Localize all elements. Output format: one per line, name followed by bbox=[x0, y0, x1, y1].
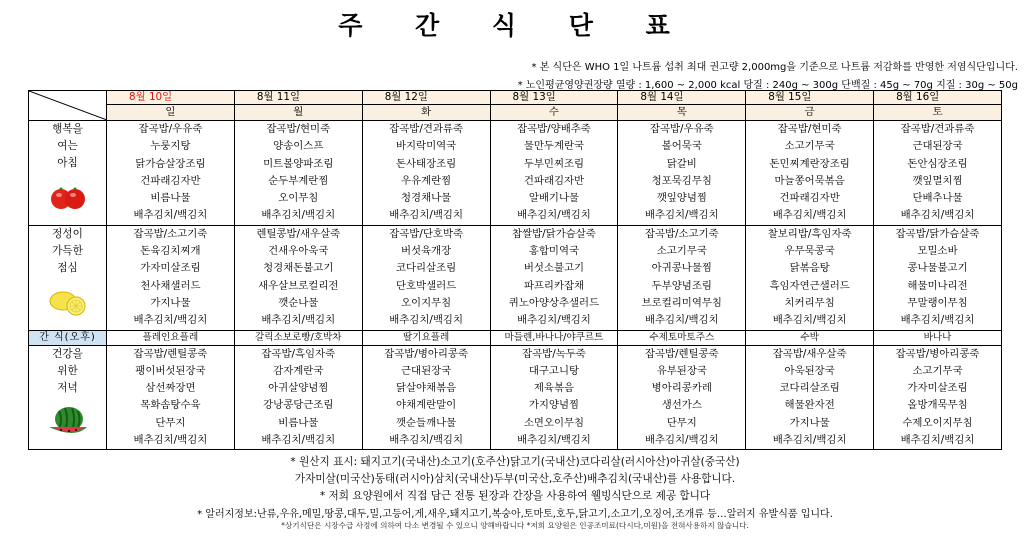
menu-cell bbox=[618, 225, 746, 330]
menu-item: 깻순들깨나물 bbox=[395, 416, 457, 429]
snack-row bbox=[29, 330, 1002, 345]
menu-item: 삼선짜장면 bbox=[145, 382, 196, 395]
menu-item: 천사채샐러드 bbox=[140, 279, 201, 292]
menu-item: 강낭콩당근조림 bbox=[263, 399, 334, 412]
menu-item: 잡곡밥/소고기죽 bbox=[133, 227, 208, 240]
date-cell: 8월 13일 bbox=[490, 91, 618, 105]
menu-cell bbox=[490, 225, 618, 330]
date-cell: 8월 11일 bbox=[234, 91, 362, 105]
menu-item: 퀴노아양상추샐러드 bbox=[508, 296, 600, 309]
origin-note: * 원산지 표시: 돼지고기(국내산)소고기(호주산)닭고기(국내산)코다리살(러시아산)아귀살(중국산) bbox=[290, 456, 740, 468]
menu-cell bbox=[874, 225, 1002, 330]
menu-item: 닭살야채볶음 bbox=[395, 382, 457, 395]
menu-item: 청포묵김무침 bbox=[651, 174, 712, 187]
meal-label-line: 여는 bbox=[57, 140, 78, 152]
page-title: 주 간 식 단 표 bbox=[338, 11, 692, 40]
menu-item: 단호박샐러드 bbox=[395, 279, 457, 292]
menu-item: 배추김치/백김치 bbox=[517, 209, 591, 222]
menu-item: 소고기무국 bbox=[784, 140, 835, 153]
menu-item: 배추김치/백김치 bbox=[900, 314, 975, 327]
menu-item: 배추김치/백김치 bbox=[644, 434, 719, 447]
menu-cell bbox=[107, 225, 235, 330]
menu-item: 목화솜탕수육 bbox=[140, 399, 201, 412]
menu-item: 배추김치/백김치 bbox=[133, 434, 208, 447]
date-cell: 8월 16일 bbox=[874, 91, 1002, 105]
menu-item: 배추김치/백김치 bbox=[389, 434, 463, 447]
menu-cell bbox=[618, 345, 746, 450]
menu-item: 파프리카잡채 bbox=[523, 279, 585, 292]
menu-cell bbox=[234, 345, 362, 450]
menu-item: 배추김치/백김치 bbox=[389, 314, 463, 327]
menu-item: 코다리살조림 bbox=[395, 262, 457, 275]
menu-item: 배추김치/백김치 bbox=[389, 209, 463, 222]
menu-item: 물만두계란국 bbox=[523, 140, 585, 153]
meal-label-line: 저녁 bbox=[57, 381, 78, 394]
menu-cell bbox=[618, 121, 746, 226]
menu-item: 알배기나물 bbox=[528, 192, 580, 205]
menu-item: 돈사태장조림 bbox=[395, 157, 457, 170]
menu-cell bbox=[746, 121, 874, 226]
date-cell: 8월 14일 bbox=[618, 91, 746, 105]
menu-item: 청경채나물 bbox=[401, 192, 452, 205]
origin-note-continued: 가자미살(미국산)동태(러시아)삼치(국내산)두부(미국산,호주산)배추김치(국내산)를 사용합니다. bbox=[294, 473, 736, 485]
weekly-menu-table bbox=[28, 90, 1002, 450]
menu-item: 돈안심장조림 bbox=[907, 157, 968, 170]
menu-item: 배추김치/백김치 bbox=[772, 434, 847, 447]
menu-item: 닭가슴살장조림 bbox=[135, 157, 206, 170]
meal-label-line: 아침 bbox=[57, 157, 78, 169]
menu-item: 버섯소불고기 bbox=[523, 262, 585, 275]
menu-item: 바지락미역국 bbox=[395, 140, 457, 153]
menu-cell bbox=[362, 225, 490, 330]
menu-item: 병아리콩카레 bbox=[651, 382, 712, 395]
menu-item: 순두부계란찜 bbox=[268, 174, 329, 187]
menu-item: 오이무침 bbox=[278, 192, 319, 205]
menu-item: 잡곡밥/병아리콩죽 bbox=[895, 347, 980, 360]
menu-cell bbox=[746, 225, 874, 330]
menu-item: 흑임자연근샐러드 bbox=[769, 279, 850, 292]
weekday-cell: 화 bbox=[362, 105, 490, 121]
menu-item: 배추김치/백김치 bbox=[261, 434, 336, 447]
date-cell: 8월 15일 bbox=[746, 91, 874, 105]
menu-item: 우무묵콩국 bbox=[784, 245, 835, 258]
menu-item: 두부민찌조림 bbox=[523, 157, 585, 170]
snack-cell: 수제토마토주스 bbox=[618, 330, 746, 345]
menu-item: 잡곡밥/녹두죽 bbox=[522, 347, 586, 360]
menu-item: 단무지 bbox=[666, 416, 697, 429]
meal-label bbox=[29, 225, 107, 330]
menu-cell bbox=[107, 345, 235, 450]
menu-item: 배추김치/백김치 bbox=[900, 209, 975, 222]
menu-item: 소고기무국 bbox=[656, 245, 707, 258]
menu-cell bbox=[234, 225, 362, 330]
menu-item: 잡곡밥/흑임자죽 bbox=[261, 347, 336, 360]
menu-item: 가자미살조림 bbox=[140, 262, 201, 275]
meal-label bbox=[29, 345, 107, 450]
menu-item: 소고기무국 bbox=[912, 364, 963, 377]
menu-item: 배추김치/백김치 bbox=[133, 209, 208, 222]
menu-item: 미트볼양파조림 bbox=[263, 157, 334, 170]
snack-cell: 딸기요플레 bbox=[362, 330, 490, 345]
menu-item: 무말랭이무침 bbox=[907, 296, 968, 309]
lemon-icon bbox=[29, 277, 106, 327]
menu-item: 잡곡밥/닭가슴살죽 bbox=[895, 227, 980, 240]
date-cell: 8월 12일 bbox=[362, 91, 490, 105]
allergy-note: * 알러지정보:난류,우유,메밀,땅콩,대두,밀,고등어,게,새우,돼지고기,복숭아,토마토,호두,닭고기,소고기,오징어,조개류 등…알러지 유발식품 입니다. bbox=[197, 509, 833, 520]
meal-row bbox=[29, 345, 1002, 450]
menu-item: 깻순나물 bbox=[278, 296, 319, 309]
menu-item: 근대된장국 bbox=[912, 140, 963, 153]
watermelon-icon bbox=[29, 397, 106, 447]
menu-item: 건파래김자반 bbox=[779, 192, 840, 205]
menu-item: 가지나물 bbox=[150, 296, 191, 309]
menu-item: 우유계란찜 bbox=[401, 174, 452, 187]
weekday-cell: 월 bbox=[234, 105, 362, 121]
menu-item: 건파래김자반 bbox=[523, 174, 585, 187]
menu-item: 배추김치/백김치 bbox=[261, 209, 336, 222]
date-row bbox=[29, 91, 1002, 105]
menu-item: 잡곡밥/양배추죽 bbox=[517, 123, 591, 135]
menu-item: 아귀살양념찜 bbox=[268, 382, 329, 395]
menu-item: 비름나물 bbox=[150, 192, 191, 205]
menu-item: 깻잎멸치찜 bbox=[912, 174, 963, 187]
menu-item: 배추김치/백김치 bbox=[772, 314, 847, 327]
menu-item: 잡곡밥/견과류죽 bbox=[900, 123, 975, 135]
menu-item: 단배추나물 bbox=[912, 192, 963, 205]
menu-item: 잡곡밥/현미죽 bbox=[777, 123, 842, 135]
menu-item: 모밀소바 bbox=[917, 245, 958, 258]
menu-item: 배추김치/백김치 bbox=[644, 209, 719, 222]
sodium-note: * 본 식단은 WHO 1일 나트륨 섭취 최대 권고량 2,000mg을 기준으로 나트륨 저감화를 반영한 저염식단입니다. bbox=[531, 62, 1018, 73]
menu-cell bbox=[874, 345, 1002, 450]
menu-cell bbox=[490, 345, 618, 450]
meal-label-line: 가득한 bbox=[52, 244, 83, 257]
date-cell: 8월 10일 bbox=[107, 91, 235, 105]
weekday-cell: 금 bbox=[746, 105, 874, 121]
menu-item: 양송이스프 bbox=[273, 140, 324, 153]
menu-item: 마늘쫑어묵볶음 bbox=[774, 174, 845, 187]
menu-item: 잡곡밥/단호박죽 bbox=[389, 227, 463, 240]
menu-item: 건새우아욱국 bbox=[268, 245, 329, 258]
menu-cell bbox=[234, 121, 362, 226]
sauce-note: * 저희 요양원에서 직접 담근 전통 된장과 간장을 사용하여 웰빙식단으로 제공 합니다 bbox=[319, 490, 711, 502]
menu-item: 단무지 bbox=[155, 416, 186, 429]
menu-item: 찹쌀밥/닭가슴살죽 bbox=[512, 227, 596, 240]
menu-item: 감자계란국 bbox=[273, 364, 324, 377]
menu-item: 청경채돈불고기 bbox=[263, 262, 334, 275]
menu-item: 찰보리밥/흑임자죽 bbox=[767, 227, 852, 240]
weekday-cell: 목 bbox=[618, 105, 746, 121]
menu-cell bbox=[874, 121, 1002, 226]
snack-cell: 갈릭소보로빵/호박차 bbox=[234, 330, 362, 345]
weekday-cell: 일 bbox=[107, 105, 235, 121]
meal-label-line: 정성이 bbox=[52, 227, 83, 240]
menu-item: 오이지무침 bbox=[401, 296, 452, 309]
menu-item: 대구고니탕 bbox=[528, 364, 580, 377]
menu-item: 근대된장국 bbox=[401, 364, 452, 377]
tomato-icon bbox=[29, 172, 106, 222]
menu-item: 콩나물불고기 bbox=[907, 262, 968, 275]
menu-item: 배추김치/백김치 bbox=[133, 314, 208, 327]
menu-item: 비름나물 bbox=[278, 416, 319, 429]
menu-cell bbox=[362, 345, 490, 450]
header-corner bbox=[29, 91, 107, 121]
menu-item: 배추김치/백김치 bbox=[644, 314, 719, 327]
weekday-cell: 수 bbox=[490, 105, 618, 121]
meal-row bbox=[29, 225, 1002, 330]
menu-item: 잡곡밥/현미죽 bbox=[266, 123, 331, 135]
weekday-row bbox=[29, 105, 1002, 121]
menu-item: 잡곡밥/견과류죽 bbox=[389, 123, 463, 135]
menu-item: 잡곡밥/소고기죽 bbox=[644, 227, 719, 240]
weekday-cell: 토 bbox=[874, 105, 1002, 121]
meal-label-line: 행복을 bbox=[52, 123, 83, 135]
menu-item: 닭갈비 bbox=[666, 157, 697, 170]
menu-item: 배추김치/백김치 bbox=[517, 314, 591, 327]
menu-cell bbox=[107, 121, 235, 226]
menu-item: 볼어묵국 bbox=[661, 140, 702, 153]
menu-item: 깻잎양념찜 bbox=[656, 192, 707, 205]
snack-cell: 플레인요플레 bbox=[107, 330, 235, 345]
menu-cell bbox=[362, 121, 490, 226]
menu-item: 아귀콩나물찜 bbox=[651, 262, 712, 275]
menu-item: 배추김치/백김치 bbox=[261, 314, 336, 327]
snack-cell: 바나나 bbox=[874, 330, 1002, 345]
menu-item: 닭볶음탕 bbox=[789, 262, 830, 275]
menu-item: 가지양념찜 bbox=[528, 399, 580, 412]
menu-item: 잡곡밥/우유죽 bbox=[649, 123, 714, 135]
menu-item: 생선가스 bbox=[661, 399, 702, 412]
menu-item: 가자미살조림 bbox=[907, 382, 968, 395]
menu-item: 해물완자전 bbox=[784, 399, 835, 412]
menu-item: 돈민찌계란장조림 bbox=[769, 157, 850, 170]
menu-item: 팽이버섯된장국 bbox=[135, 364, 206, 377]
snack-label: 간 식(오후) bbox=[29, 330, 107, 345]
meal-label bbox=[29, 121, 107, 226]
meal-label-line: 점심 bbox=[57, 261, 78, 274]
menu-item: 홍합미역국 bbox=[528, 245, 580, 258]
menu-item: 치커리무침 bbox=[784, 296, 835, 309]
menu-cell bbox=[490, 121, 618, 226]
menu-item: 야채계란말이 bbox=[395, 399, 457, 412]
menu-item: 잡곡밥/병아리콩죽 bbox=[384, 347, 469, 360]
menu-item: 새우살브로컬리전 bbox=[258, 279, 339, 292]
menu-item: 잡곡밥/렌틸콩죽 bbox=[644, 347, 719, 360]
menu-item: 소면오이무침 bbox=[523, 416, 585, 429]
menu-item: 두부양념조림 bbox=[651, 279, 712, 292]
disclaimer-note: *상기식단은 시장수급 사정에 의하여 다소 변경될 수 있으니 양해바랍니다 *저희 요양원은 인공조미료(다시다,미원)을 전혀사용하지 않습니다. bbox=[281, 521, 749, 530]
snack-cell: 수박 bbox=[746, 330, 874, 345]
menu-item: 건파래김자반 bbox=[140, 174, 201, 187]
menu-item: 돈육김치찌개 bbox=[140, 245, 201, 258]
menu-item: 렌틸콩밥/새우살죽 bbox=[256, 227, 341, 240]
menu-item: 누룽지탕 bbox=[150, 140, 191, 153]
menu-cell bbox=[746, 345, 874, 450]
menu-item: 버섯육개장 bbox=[401, 245, 452, 258]
menu-item: 잡곡밥/렌틸콩죽 bbox=[133, 347, 208, 360]
menu-item: 배추김치/백김치 bbox=[517, 434, 591, 447]
menu-item: 올방개묵무침 bbox=[907, 399, 968, 412]
menu-item: 잡곡밥/우유죽 bbox=[138, 123, 203, 135]
snack-cell: 마들렌,바나나/야쿠르트 bbox=[490, 330, 618, 345]
menu-item: 가지나물 bbox=[789, 416, 830, 429]
menu-item: 해물미나리전 bbox=[907, 279, 968, 292]
menu-item: 유부된장국 bbox=[656, 364, 707, 377]
nutrition-note: * 노인평균영양권장량 열량 : 1,600 ~ 2,000 kcal 당질 : 240g ~ 300g 단백질 : 45g ~ 70g 지질 : 30g ~ 50g bbox=[517, 80, 1018, 91]
menu-item: 제육볶음 bbox=[533, 382, 575, 395]
menu-item: 배추김치/백김치 bbox=[772, 209, 847, 222]
meal-label-line: 건강을 bbox=[52, 347, 83, 360]
meal-row bbox=[29, 121, 1002, 226]
menu-item: 수제오이지무침 bbox=[902, 416, 973, 429]
menu-item: 코다리살조림 bbox=[779, 382, 840, 395]
menu-item: 아욱된장국 bbox=[784, 364, 835, 377]
menu-item: 배추김치/백김치 bbox=[900, 434, 975, 447]
menu-item: 브로컬리미역무침 bbox=[641, 296, 722, 309]
meal-label-line: 위한 bbox=[57, 364, 78, 377]
menu-item: 잡곡밥/새우살죽 bbox=[772, 347, 847, 360]
